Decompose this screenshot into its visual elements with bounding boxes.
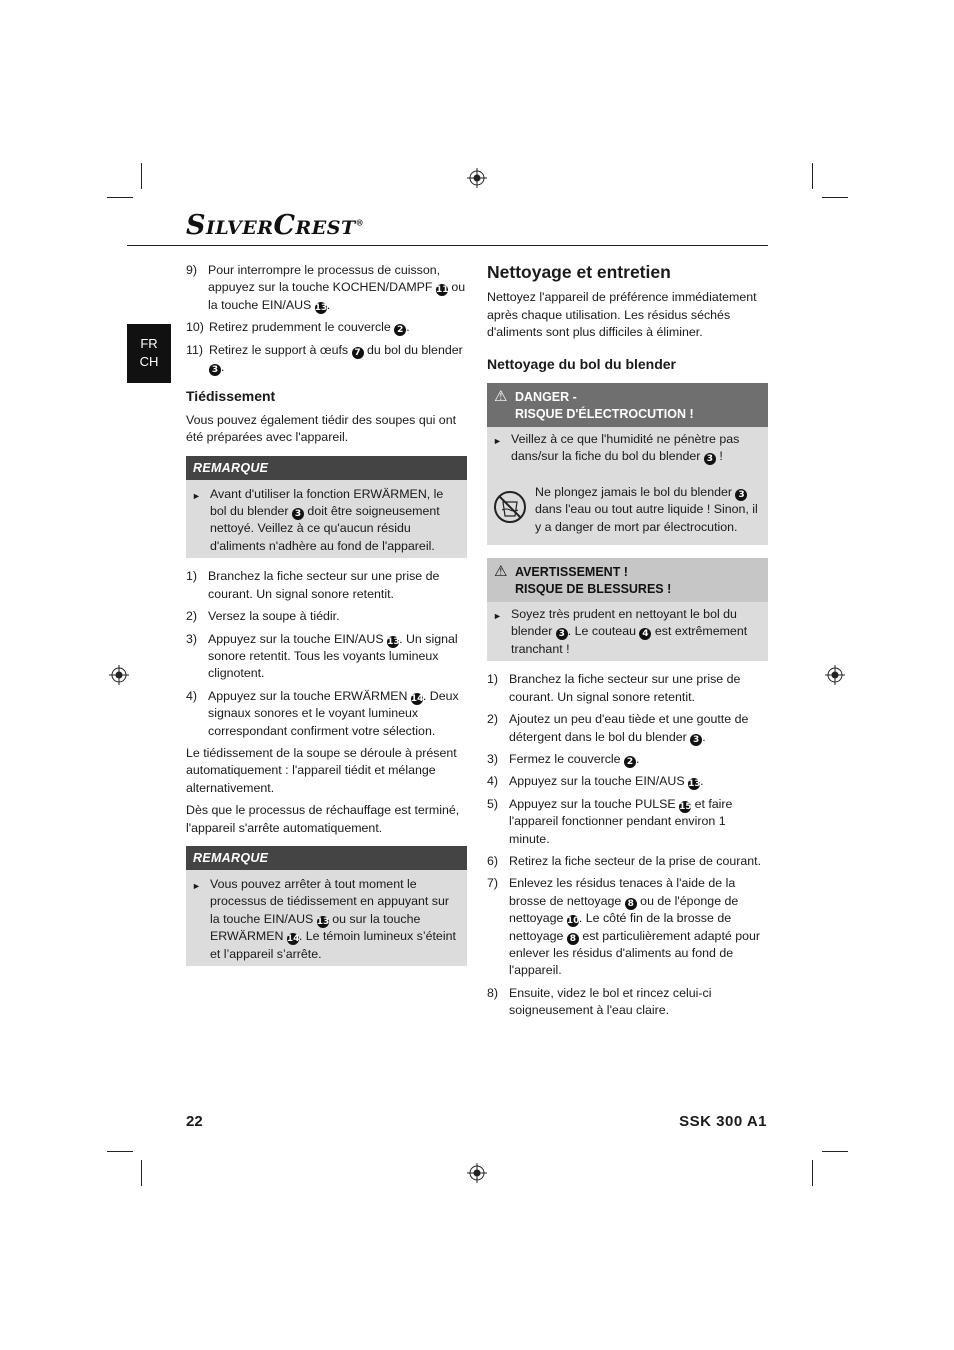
step-item: [186, 568, 467, 603]
text-run: . Le couteau: [567, 624, 640, 639]
step-number: 4): [186, 688, 198, 703]
text-run: Branchez la fiche secteur sur une prise de courant. Un signal sonore retentit.: [509, 672, 741, 704]
step-item: [186, 262, 467, 314]
part-number-badge: 14: [286, 934, 300, 945]
paragraph: Dès que le processus de réchauffage est terminé, l'appareil s'arrête automatiquement.: [186, 803, 460, 835]
bullet-arrow-icon: ►: [493, 436, 502, 447]
step-text: [509, 853, 768, 870]
text-run: Fermez le couvercle: [509, 751, 624, 766]
step-item: [487, 711, 768, 746]
text-run: . Le côté fin de la brosse de nettoyage: [509, 911, 732, 943]
step-number: 2): [487, 712, 499, 727]
section-heading: Nettoyage et entretien: [487, 262, 671, 282]
text-run: Enlevez les résidus tenaces à l'aide de la brosse de nettoyage: [509, 876, 736, 908]
text-run: Appuyez sur la touche ERWÄRMEN: [208, 688, 411, 703]
text-run: .: [221, 360, 225, 375]
part-number-badge: 10: [566, 916, 580, 927]
step-item: [487, 985, 768, 1020]
part-number-badge: 3: [292, 508, 304, 520]
step-number: 9): [186, 263, 198, 277]
part-number-badge: 14: [410, 693, 424, 704]
part-number-badge: 13: [688, 779, 701, 790]
part-number-badge: 3: [704, 453, 716, 465]
step-number: 3): [186, 631, 198, 646]
registration-mark-icon: [109, 665, 129, 685]
danger-subtitle: RISQUE D'ÉLECTROCUTION !: [515, 407, 694, 422]
text-run: .: [406, 320, 410, 335]
text-run: . Un signal sonore retentit. Tous les voyants lumineux clignotent.: [208, 631, 458, 681]
header-divider: [127, 245, 768, 246]
registration-mark-icon: [825, 665, 845, 685]
warning-triangle-icon: ⚠: [494, 388, 508, 406]
language-tab: [127, 324, 171, 383]
text-run: Avant d'utiliser la fonction ERWÄRMEN, le bol du blender: [210, 486, 444, 519]
step-item: [487, 853, 768, 870]
danger-text: [511, 431, 760, 466]
step-item: [186, 608, 467, 625]
text-run: du bol du blender: [363, 342, 463, 357]
part-number-badge: 13: [316, 916, 330, 927]
text-run: Appuyez sur la touche PULSE: [509, 796, 680, 811]
step-number: 1): [487, 672, 499, 687]
part-number-badge: 2: [624, 756, 636, 768]
step-list: [186, 262, 467, 376]
part-number-badge: 8: [625, 898, 637, 910]
step-text: [209, 319, 467, 336]
registration-mark-icon: [467, 1163, 487, 1183]
text-run: Ensuite, videz le bol et rincez celui-ci soigneusement à l'eau claire.: [509, 985, 712, 1018]
text-run: .: [700, 774, 704, 789]
crop-mark: [107, 197, 133, 198]
text-run: Appuyez sur la touche EIN/AUS: [208, 631, 388, 646]
text-run: . Le témoin lumineux s’éteint et l’appareil s’arrête.: [210, 929, 456, 961]
text-run: Retirez la fiche secteur de la prise de courant.: [509, 853, 762, 868]
step-text: [208, 688, 467, 740]
bullet-arrow-icon: ►: [192, 490, 201, 501]
part-number-badge: 4: [639, 628, 651, 640]
intro-paragraph: Nettoyez l'appareil de préférence immédiatement après chaque utilisation. Les résidus séchés d'aliments sont plus difficiles à éliminer.: [487, 290, 757, 340]
part-number-badge: 3: [209, 364, 221, 376]
step-number: 6): [487, 853, 499, 868]
part-number-badge: 8: [567, 933, 579, 945]
bullet-arrow-icon: ►: [192, 880, 201, 891]
text-run: .: [326, 297, 331, 312]
registration-mark-icon: [467, 168, 487, 188]
no-immersion-icon: [493, 490, 535, 529]
page-number: 22: [186, 1113, 203, 1130]
part-number-badge: 13: [314, 302, 328, 313]
text-run: Vous pouvez arrêter à tout moment le processus de tiédissement en appuyant sur la touche EIN/AUS: [210, 876, 450, 926]
step-text: [509, 796, 768, 848]
part-number-badge: 15: [679, 801, 692, 812]
language-code: FR: [140, 336, 158, 351]
left-column: [186, 262, 467, 976]
step-text: [509, 773, 768, 790]
country-code: CH: [139, 354, 159, 369]
note-box: [186, 846, 467, 966]
crop-mark: [812, 163, 813, 189]
part-number-badge: 3: [735, 489, 747, 501]
step-text: [509, 671, 768, 706]
text-run: ou sur la touche ERWÄRMEN: [210, 911, 421, 944]
danger-box: [487, 383, 768, 545]
crop-mark: [812, 1160, 813, 1186]
crop-mark: [822, 197, 848, 198]
text-run: dans l'eau ou tout autre liquide ! Sinon, il y a danger de mort par électrocution.: [535, 502, 758, 534]
step-item: [487, 671, 768, 706]
step-item: [186, 688, 467, 740]
step-list: [487, 671, 768, 1019]
step-number: 1): [186, 569, 198, 584]
crop-mark: [822, 1151, 848, 1152]
danger-immersion-text: [535, 484, 760, 536]
text-run: Retirez le support à œufs: [209, 342, 352, 357]
brand-logo: SILVERCREST®: [186, 210, 365, 241]
part-number-badge: 7: [352, 347, 364, 359]
note-title: REMARQUE: [186, 456, 467, 480]
step-number: 4): [487, 774, 499, 789]
step-number: 5): [487, 796, 499, 811]
note-text: [210, 876, 459, 963]
note-box: [186, 456, 467, 559]
text-run: Appuyez sur la touche EIN/AUS: [509, 774, 689, 789]
bullet-arrow-icon: ►: [493, 611, 502, 622]
step-number: 8): [487, 985, 499, 1000]
step-item: [186, 631, 467, 683]
step-text: [208, 568, 467, 603]
paragraph: Le tiédissement de la soupe se déroule à présent automatiquement : l'appareil tiédit et mélange alternativement.: [186, 745, 457, 795]
step-item: [487, 875, 768, 979]
step-text: [509, 985, 768, 1020]
text-run: .: [636, 751, 640, 766]
step-number: 11): [186, 342, 203, 357]
step-text: [509, 875, 768, 979]
text-run: est extrêmement tranchant !: [511, 624, 748, 656]
step-item: [186, 342, 467, 377]
step-number: 10): [186, 320, 204, 335]
part-number-badge: 3: [690, 734, 702, 746]
text-run: Versez la soupe à tiédir.: [208, 609, 340, 624]
right-column: [487, 262, 768, 1025]
text-run: doit être soigneusement nettoyé. Veillez à ce qu'aucun résidu d'aliments n'adhère au fond de l'appareil.: [210, 504, 440, 553]
text-run: Pour interrompre le processus de cuisson, appuyez sur la touche KOCHEN/DAMPF: [208, 263, 441, 295]
note-text: [210, 486, 459, 556]
step-item: [487, 773, 768, 790]
part-number-badge: 11: [435, 285, 449, 296]
text-run: Soyez très prudent en nettoyant le bol du blender: [511, 607, 737, 639]
warning-text: [511, 606, 760, 658]
part-number-badge: 13: [387, 636, 400, 647]
warning-triangle-icon: ⚠: [494, 563, 508, 581]
step-text: [208, 608, 467, 625]
text-run: Ajoutez un peu d'eau tiède et une goutte de détergent dans le bol du blender: [509, 712, 749, 744]
text-run: Veillez à ce que l'humidité ne pénètre pas dans/sur la fiche du bol du blender: [511, 432, 740, 464]
note-title: REMARQUE: [186, 846, 467, 870]
step-item: [186, 319, 467, 336]
step-item: [487, 751, 768, 768]
step-text: [208, 262, 467, 314]
danger-title: DANGER -: [515, 390, 577, 405]
warning-subtitle: RISQUE DE BLESSURES !: [515, 582, 672, 597]
text-run: . Deux signaux sonores et le voyant lumineux correspondant confirment votre sélection.: [208, 688, 459, 738]
text-run: est particulièrement adapté pour enlever les résidus d'aliments au fond de l'appareil.: [509, 928, 761, 978]
crop-mark: [141, 163, 142, 189]
crop-mark: [107, 1151, 133, 1152]
text-run: !: [715, 449, 723, 464]
text-run: Retirez prudemment le couvercle: [209, 320, 395, 335]
step-text: [209, 342, 467, 377]
text-run: .: [702, 729, 706, 744]
step-list: [186, 568, 467, 740]
part-number-badge: 3: [556, 628, 568, 640]
step-text: [208, 631, 467, 683]
step-text: [509, 711, 768, 746]
crop-mark: [141, 1160, 142, 1186]
warning-title: AVERTISSEMENT !: [515, 565, 628, 580]
part-number-badge: 2: [394, 324, 406, 336]
text-run: ou la touche EIN/AUS: [208, 280, 466, 312]
step-text: [509, 751, 768, 768]
text-run: Ne plongez jamais le bol du blender: [535, 484, 736, 499]
model-number: SSK 300 A1: [679, 1113, 767, 1130]
step-number: 3): [487, 751, 499, 766]
text-run: Branchez la fiche secteur sur une prise de courant. Un signal sonore retentit.: [208, 569, 440, 601]
step-number: 2): [186, 609, 198, 624]
intro-paragraph: Vous pouvez également tiédir des soupes qui ont été préparées avec l'appareil.: [186, 412, 457, 445]
text-run: et faire l'appareil fonctionner pendant environ 1 minute.: [509, 796, 733, 846]
text-run: ou de l'éponge de nettoyage: [509, 893, 739, 926]
step-number: 7): [487, 876, 499, 891]
step-item: [487, 796, 768, 848]
subsection-heading: Nettoyage du bol du blender: [487, 355, 677, 372]
section-heading: Tiédissement: [186, 388, 276, 405]
warning-box: [487, 558, 768, 661]
